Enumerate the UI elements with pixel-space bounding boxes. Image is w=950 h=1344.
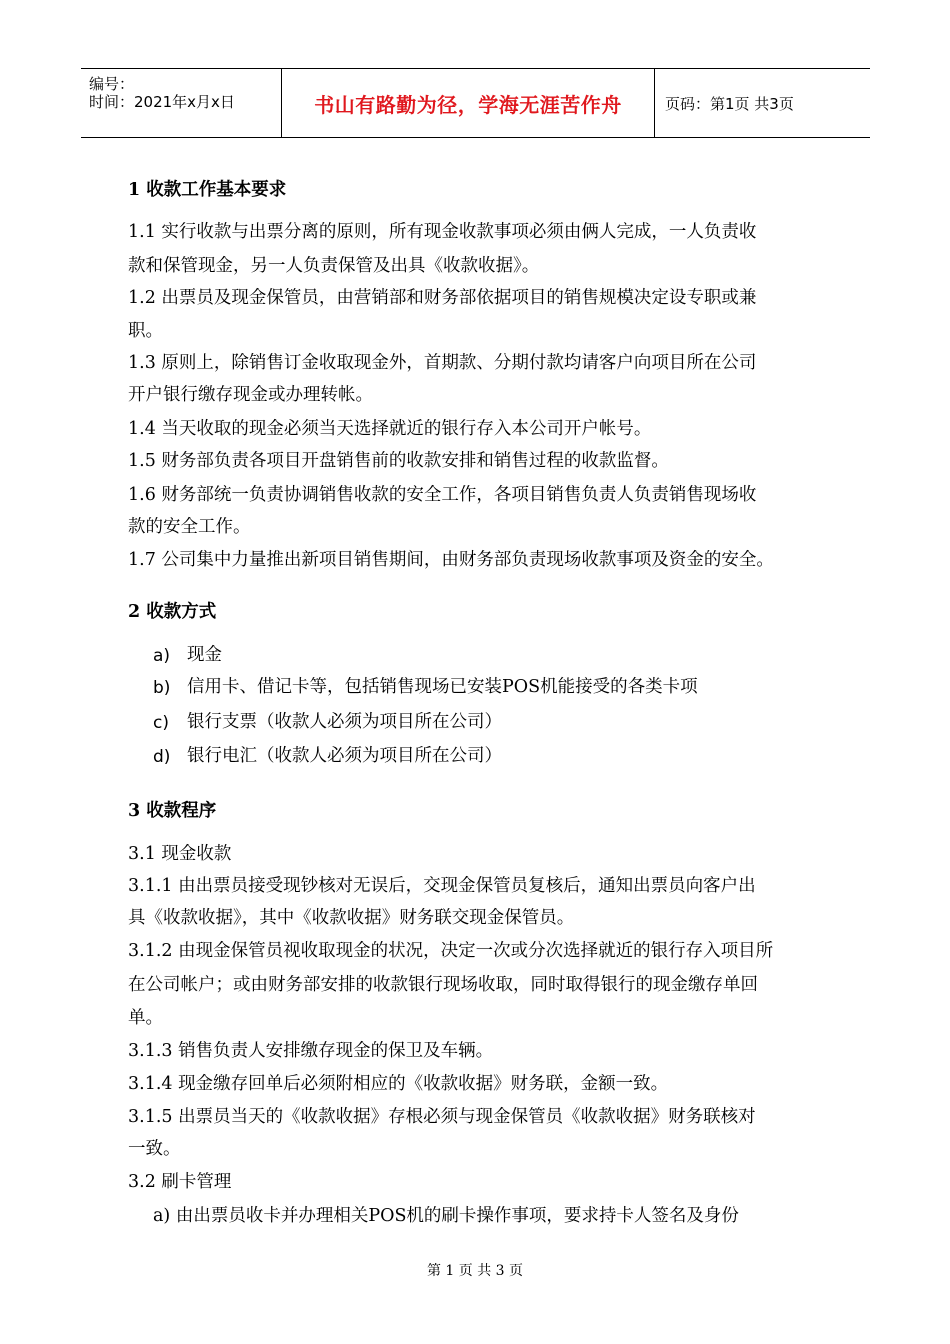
body-line: 1.4 当天收取的现金必须当天选择就近的银行存入本公司开户帐号。 <box>128 419 652 439</box>
list-item: 现金 <box>187 645 222 665</box>
list-item: 银行电汇（收款人必须为项目所在公司） <box>187 746 502 766</box>
list-item: 信用卡、借记卡等，包括销售现场已安装POS机能接受的各类卡项 <box>187 677 698 697</box>
page-footer: 第 1 页 共 3 页 <box>426 1263 524 1279</box>
body-line: 1.1 实行收款与出票分离的原则，所有现金收款事项必须由俩人完成，一人负责收 <box>128 222 757 242</box>
body-line: 在公司帐户；或由财务部安排的收款银行现场收取，同时取得银行的现金缴存单回 <box>128 975 758 995</box>
body-line: 3.1.1 由出票员接受现钞核对无误后，交现金保管员复核后，通知出票员向客户出 <box>128 876 756 896</box>
body-line: 3.1.4 现金缴存回单后必须附相应的《收款收据》财务联，金额一致。 <box>128 1074 669 1094</box>
body-line: 1.5 财务部负责各项目开盘销售前的收款安排和销售过程的收款监督。 <box>128 451 669 471</box>
body-line: 3.1 现金收款 <box>128 844 232 864</box>
list-item-marker: c) <box>153 713 169 733</box>
section-3-heading: 3 收款程序 <box>128 801 217 821</box>
body-line: 款的安全工作。 <box>128 517 251 537</box>
body-line: 款和保管现金，另一人负责保管及出具《收款收据》。 <box>128 256 540 276</box>
body-line: 1.3 原则上，除销售订金收取现金外，首期款、分期付款均请客户向项目所在公司 <box>128 353 757 373</box>
body-line: 3.1.2 由现金保管员视收取现金的状况，决定一次或分次选择就近的银行存入项目所 <box>128 941 774 961</box>
body-line: 1.2 出票员及现金保管员，由营销部和财务部依据项目的销售规模决定设专职或兼 <box>128 288 757 308</box>
body-line: 单。 <box>128 1008 163 1028</box>
list-item-marker: b) <box>153 678 171 698</box>
list-item-marker: a) <box>153 646 171 666</box>
body-line: 职。 <box>128 321 163 341</box>
body-line: 1.6 财务部统一负责协调销售收款的安全工作，各项目销售负责人负责销售现场收 <box>128 485 757 505</box>
header-motto: 书山有路勤为径，学海无涯苦作舟 <box>314 92 622 117</box>
document-number-label: 编号： <box>89 75 135 93</box>
section-1-heading: 1 收款工作基本要求 <box>128 180 287 200</box>
header-motto-cell <box>282 69 655 137</box>
body-line: 3.1.3 销售负责人安排缴存现金的保卫及车辆。 <box>128 1041 494 1061</box>
page-header <box>81 68 870 138</box>
body-line: 开户银行缴存现金或办理转帐。 <box>128 385 373 405</box>
header-page-info: 页码：第1页 共3页 <box>665 94 794 113</box>
document-date: 时间：2021年x月x日 <box>89 93 235 111</box>
list-item: 银行支票（收款人必须为项目所在公司） <box>187 712 502 732</box>
section-2-heading: 2 收款方式 <box>128 602 217 622</box>
body-line: 3.2 刷卡管理 <box>128 1172 232 1192</box>
list-item-marker: d) <box>153 747 171 767</box>
body-line: 1.7 公司集中力量推出新项目销售期间，由财务部负责现场收款事项及资金的安全。 <box>128 550 774 570</box>
body-line: a) 由出票员收卡并办理相关POS机的刷卡操作事项，要求持卡人签名及身份 <box>153 1206 739 1226</box>
body-line: 一致。 <box>128 1139 181 1159</box>
body-line: 3.1.5 出票员当天的《收款收据》存根必须与现金保管员《收款收据》财务联核对 <box>128 1107 756 1127</box>
body-line: 具《收款收据》，其中《收款收据》财务联交现金保管员。 <box>128 908 575 928</box>
header-meta-cell <box>81 69 282 137</box>
